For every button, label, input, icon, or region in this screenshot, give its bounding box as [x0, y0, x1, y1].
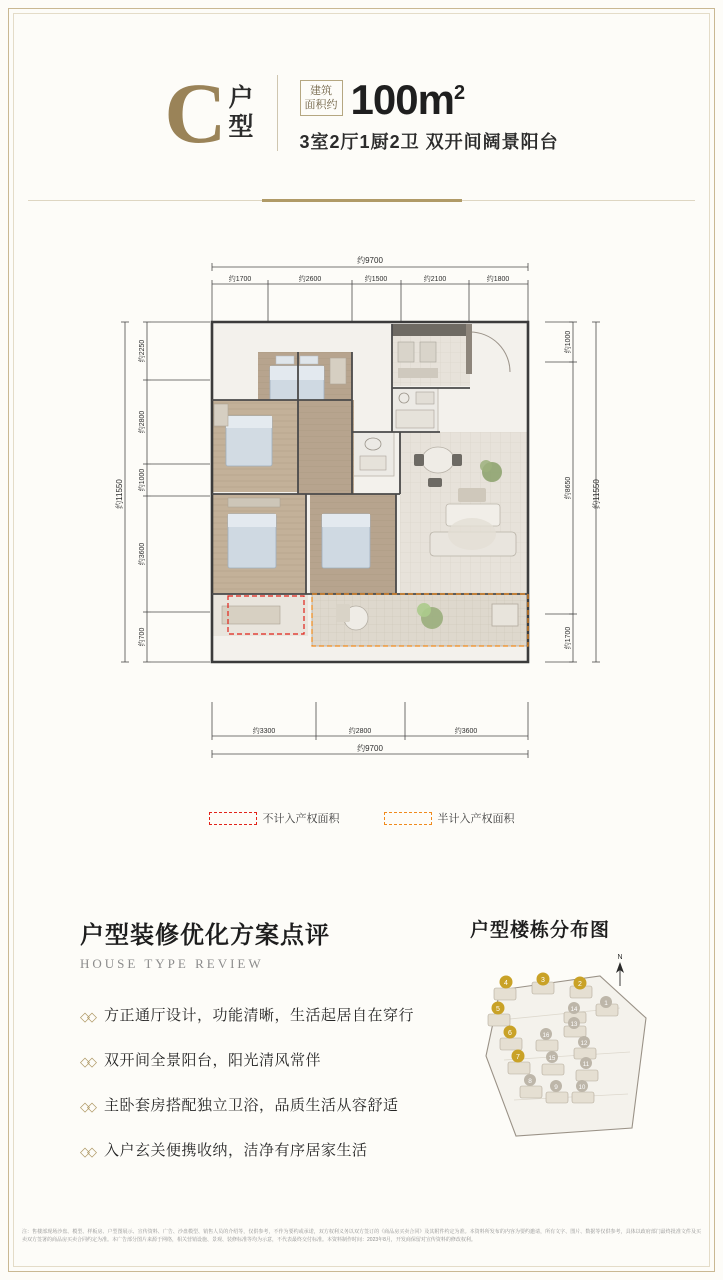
dim-top-1: 约2600 — [298, 276, 322, 283]
dim-left-total: 约11550 — [115, 479, 124, 509]
building-marker-label-6: 6 — [508, 1030, 512, 1037]
footer-disclaimer: 注：售楼部现场沙盘、模型、样板房、户型图展示、宣传资料、广告、沙盘模型、销售人员的介绍等，仅供参考，不作为要约或承诺，双方权利义务以双方签订的《商品房买卖合同》及其附件约定为准。本资料所发布的内容为要约邀请，所有文字、图片、数据等仅供参考，具体以政府部门最终批准文件及买卖双方签署的商品房买卖合同约定为准。本广告部分图片来源于网络，相关营销设施、景观、装修标准等均为示意，不代表最终交付标准。本资料制作时间：2023年8月，开发商保留对宣传资料的修改权利。 — [22, 1229, 701, 1243]
review-bullets — [80, 1006, 460, 1161]
dim-left-4: 约700 — [139, 627, 146, 647]
dim-right-1: 约8650 — [565, 476, 572, 500]
area-unit-superscript: 2 — [453, 82, 465, 104]
building-marker-label-15: 15 — [548, 1056, 556, 1062]
review-bullet-text-2: 主卧套房搭配独立卫浴，品质生活从容舒适 — [104, 1097, 399, 1114]
building-marker-label-2: 2 — [578, 981, 582, 988]
building-marker-label-9: 9 — [554, 1084, 558, 1091]
dim-left-2: 约1000 — [139, 468, 146, 492]
diamond-icon: ◇◇ — [80, 1099, 94, 1114]
distribution-section — [470, 915, 670, 1150]
area-number — [351, 72, 465, 121]
legend-label-0: 不计入产权面积 — [262, 813, 340, 825]
dim-top-0: 约1700 — [228, 276, 252, 283]
dim-left-0: 约2250 — [139, 339, 146, 363]
dim-bottom-2: 约3600 — [454, 728, 478, 735]
distribution-map — [470, 954, 670, 1150]
review-bullet-3 — [80, 1141, 460, 1161]
dim-top-2: 约1500 — [364, 276, 388, 283]
review-bullet-text-3: 入户玄关便携收纳，洁净有序居家生活 — [104, 1142, 368, 1159]
unit-type-label-line1: 户 — [228, 84, 255, 112]
building-marker-label-7: 7 — [516, 1054, 520, 1061]
header-rule — [28, 200, 695, 201]
site-plan-svg — [470, 954, 670, 1150]
header — [0, 58, 723, 168]
floor-plan-drawing — [0, 232, 723, 792]
area-number-value: 100m — [350, 76, 454, 123]
review-bullet-text-0: 方正通厅设计，功能清晰，生活起居自在穿行 — [104, 1007, 415, 1024]
building-marker-label-8: 8 — [528, 1078, 532, 1085]
dim-right-0: 约1000 — [565, 330, 572, 354]
area-tag — [300, 80, 343, 116]
unit-type-letter: C — [164, 65, 225, 161]
review-subtitle: HOUSE TYPE REVIEW — [80, 956, 264, 971]
dim-bottom-total: 约9700 — [357, 744, 383, 753]
building-marker-label-13: 13 — [570, 1022, 578, 1028]
legend-item-0 — [209, 810, 340, 826]
diamond-icon: ◇◇ — [80, 1009, 94, 1024]
unit-type-label — [229, 84, 255, 142]
dim-top-4: 约1800 — [486, 276, 510, 283]
header-divider — [277, 75, 278, 151]
legend-swatch-orange — [384, 812, 432, 825]
dim-bottom-1: 约2800 — [348, 728, 372, 735]
north-arrow-icon — [616, 954, 624, 986]
review-bullet-text-1: 双开间全景阳台，阳光清风常伴 — [104, 1052, 322, 1069]
area-row — [300, 72, 559, 121]
building-marker-label-10: 10 — [578, 1085, 586, 1091]
unit-type-label-line2: 型 — [228, 113, 255, 141]
dim-right-total: 约11550 — [592, 479, 601, 509]
building-marker-label-14: 14 — [570, 1007, 578, 1013]
floor-plan — [0, 232, 723, 792]
review-bullet-2 — [80, 1096, 460, 1116]
diamond-icon: ◇◇ — [80, 1054, 94, 1069]
plan-legend — [0, 810, 723, 826]
area-tag-line1: 建筑 — [310, 85, 333, 97]
unit-type-block — [164, 67, 254, 159]
dim-top-3: 约2100 — [423, 276, 447, 283]
diamond-icon: ◇◇ — [80, 1144, 94, 1159]
building-marker-label-16: 16 — [542, 1033, 550, 1039]
dim-left-1: 约2800 — [139, 410, 146, 434]
north-label: N — [617, 954, 623, 961]
dim-right-2: 约1700 — [565, 626, 572, 650]
dim-left-3: 约3600 — [139, 542, 146, 566]
building-marker-label-11: 11 — [582, 1062, 590, 1068]
header-area-block — [300, 72, 559, 154]
building-marker-label-1: 1 — [604, 1000, 608, 1007]
dim-bottom-0: 约3300 — [252, 728, 276, 735]
review-bullet-1 — [80, 1051, 460, 1071]
building-marker-label-3: 3 — [541, 977, 545, 984]
legend-swatch-red — [209, 812, 257, 825]
review-title: 户型装修优化方案点评 — [80, 922, 330, 949]
dim-top-total: 约9700 — [357, 256, 383, 265]
review-bullet-0 — [80, 1006, 460, 1026]
legend-item-1 — [384, 810, 515, 826]
building-marker-label-12: 12 — [580, 1041, 588, 1047]
review-section — [80, 915, 460, 1186]
header-subtitle: 3室2厅1厨2卫 双开间阔景阳台 — [299, 132, 559, 152]
distribution-title: 户型楼栋分布图 — [470, 920, 611, 941]
legend-label-1: 半计入产权面积 — [437, 813, 515, 825]
plan-body — [212, 322, 528, 662]
building-marker-label-4: 4 — [504, 980, 508, 987]
building-marker-label-5: 5 — [496, 1006, 500, 1013]
area-tag-line2: 面积约 — [304, 99, 338, 111]
